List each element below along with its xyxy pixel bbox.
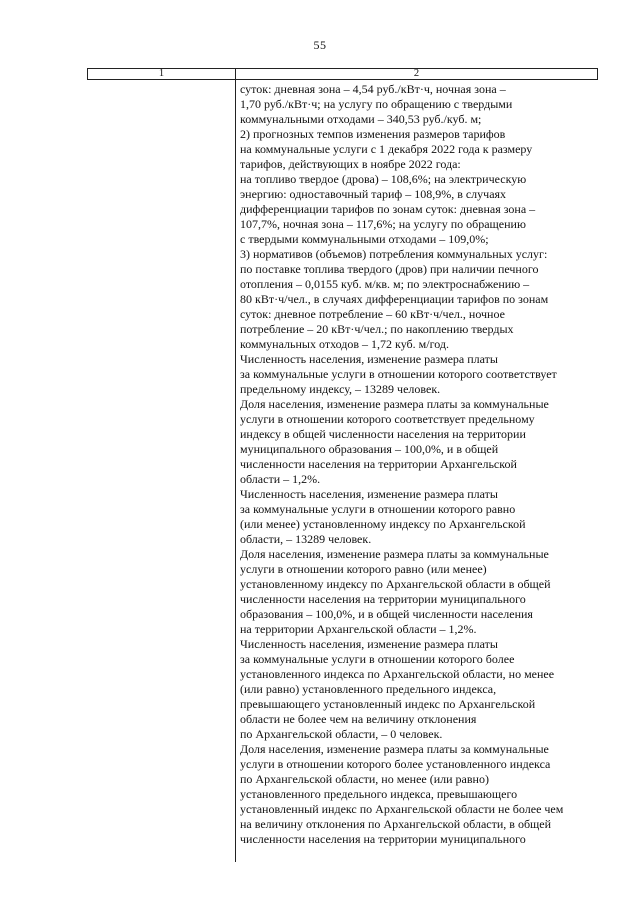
- text-line: Доля населения, изменение размера платы за коммунальные: [240, 742, 549, 756]
- text-line: суток: дневное потребление – 60 кВт·ч/чел., ночное: [240, 307, 505, 321]
- table-cell-col1: [88, 80, 236, 863]
- text-line: установленного индекса по Архангельской области, но менее: [240, 667, 555, 681]
- text-line: области, – 13289 человек.: [240, 532, 372, 546]
- text-line: 3) нормативов (объемов) потребления коммунальных услуг:: [240, 247, 548, 261]
- document-table: [87, 68, 598, 862]
- text-line: Доля населения, изменение размера платы за коммунальные: [240, 547, 549, 561]
- text-line: дифференциации тарифов по зонам суток: дневная зона –: [240, 202, 536, 216]
- text-line: численности населения на территории Архангельской: [240, 457, 517, 471]
- column-header-1: 1: [88, 69, 236, 80]
- text-line: по Архангельской области, – 0 человек.: [240, 727, 443, 741]
- text-line: (или равно) установленного предельного индекса,: [240, 682, 497, 696]
- text-line: услуги в отношении которого более установленного индекса: [240, 757, 551, 771]
- text-line: на топливо твердое (дрова) – 108,6%; на электрическую: [240, 172, 527, 186]
- text-line: установленному индексу по Архангельской области в общей: [240, 577, 551, 591]
- text-line: услуги в отношении которого соответствует предельному: [240, 412, 535, 426]
- text-line: за коммунальные услуги в отношении которого равно: [240, 502, 516, 516]
- text-line: области – 1,2%.: [240, 472, 321, 486]
- text-line: услуги в отношении которого равно (или менее): [240, 562, 487, 576]
- page-number: 55: [313, 38, 327, 52]
- text-line: по Архангельской области, но менее (или равно): [240, 772, 489, 786]
- text-line: за коммунальные услуги в отношении которого соответствует: [240, 367, 557, 381]
- text-line: с твердыми коммунальными отходами – 109,0%;: [240, 232, 489, 246]
- text-line: Численность населения, изменение размера платы: [240, 352, 498, 366]
- text-line: (или менее) установленному индексу по Архангельской: [240, 517, 526, 531]
- text-line: предельному индексу, – 13289 человек.: [240, 382, 441, 396]
- text-line: 80 кВт·ч/чел., в случаях дифференциации тарифов по зонам: [240, 292, 549, 306]
- text-line: на величину отклонения по Архангельской области, в общей: [240, 817, 552, 831]
- text-line: Доля населения, изменение размера платы за коммунальные: [240, 397, 549, 411]
- text-line: Численность населения, изменение размера платы: [240, 487, 498, 501]
- cell-text-block: [240, 82, 598, 847]
- text-line: на территории Архангельской области – 1,2%.: [240, 622, 477, 636]
- text-line: превышающего установленный индекс по Архангельской: [240, 697, 536, 711]
- column-header-2: 2: [236, 69, 598, 80]
- text-line: тарифов, действующих в ноябре 2022 года:: [240, 157, 461, 171]
- text-line: 107,7%, ночная зона – 117,6%; на услугу по обращению: [240, 217, 526, 231]
- text-line: на коммунальные услуги с 1 декабря 2022 года к размеру: [240, 142, 533, 156]
- text-line: отопления – 0,0155 куб. м/кв. м; по электроснабжению –: [240, 277, 530, 291]
- text-line: коммунальными отходами – 340,53 руб./куб. м;: [240, 112, 482, 126]
- text-line: потребление – 20 кВт·ч/чел.; по накоплению твердых: [240, 322, 514, 336]
- text-line: по поставке топлива твердого (дров) при наличии печного: [240, 262, 539, 276]
- text-line: численности населения на территории муниципального: [240, 592, 526, 606]
- table-cell-col2: [236, 80, 598, 863]
- text-line: энергию: одноставочный тариф – 108,9%, в случаях: [240, 187, 507, 201]
- text-line: суток: дневная зона – 4,54 руб./кВт·ч, ночная зона –: [240, 82, 506, 96]
- text-line: Численность населения, изменение размера платы: [240, 637, 498, 651]
- text-line: индексу в общей численности населения на территории: [240, 427, 526, 441]
- text-line: установленного предельного индекса, превышающего: [240, 787, 518, 801]
- table-row: [88, 80, 598, 863]
- text-line: области не более чем на величину отклонения: [240, 712, 477, 726]
- text-line: за коммунальные услуги в отношении которого более: [240, 652, 515, 666]
- text-line: коммунальных отходов – 1,72 куб. м/год.: [240, 337, 449, 351]
- text-line: 1,70 руб./кВт·ч; на услугу по обращению с твердыми: [240, 97, 513, 111]
- text-line: установленный индекс по Архангельской области не более чем: [240, 802, 564, 816]
- text-line: образования – 100,0%, и в общей численности населения: [240, 607, 533, 621]
- text-line: муниципального образования – 100,0%, и в общей: [240, 442, 499, 456]
- text-line: численности населения на территории муниципального: [240, 832, 526, 846]
- table-header-row: [88, 69, 598, 80]
- text-line: 2) прогнозных темпов изменения размеров тарифов: [240, 127, 506, 141]
